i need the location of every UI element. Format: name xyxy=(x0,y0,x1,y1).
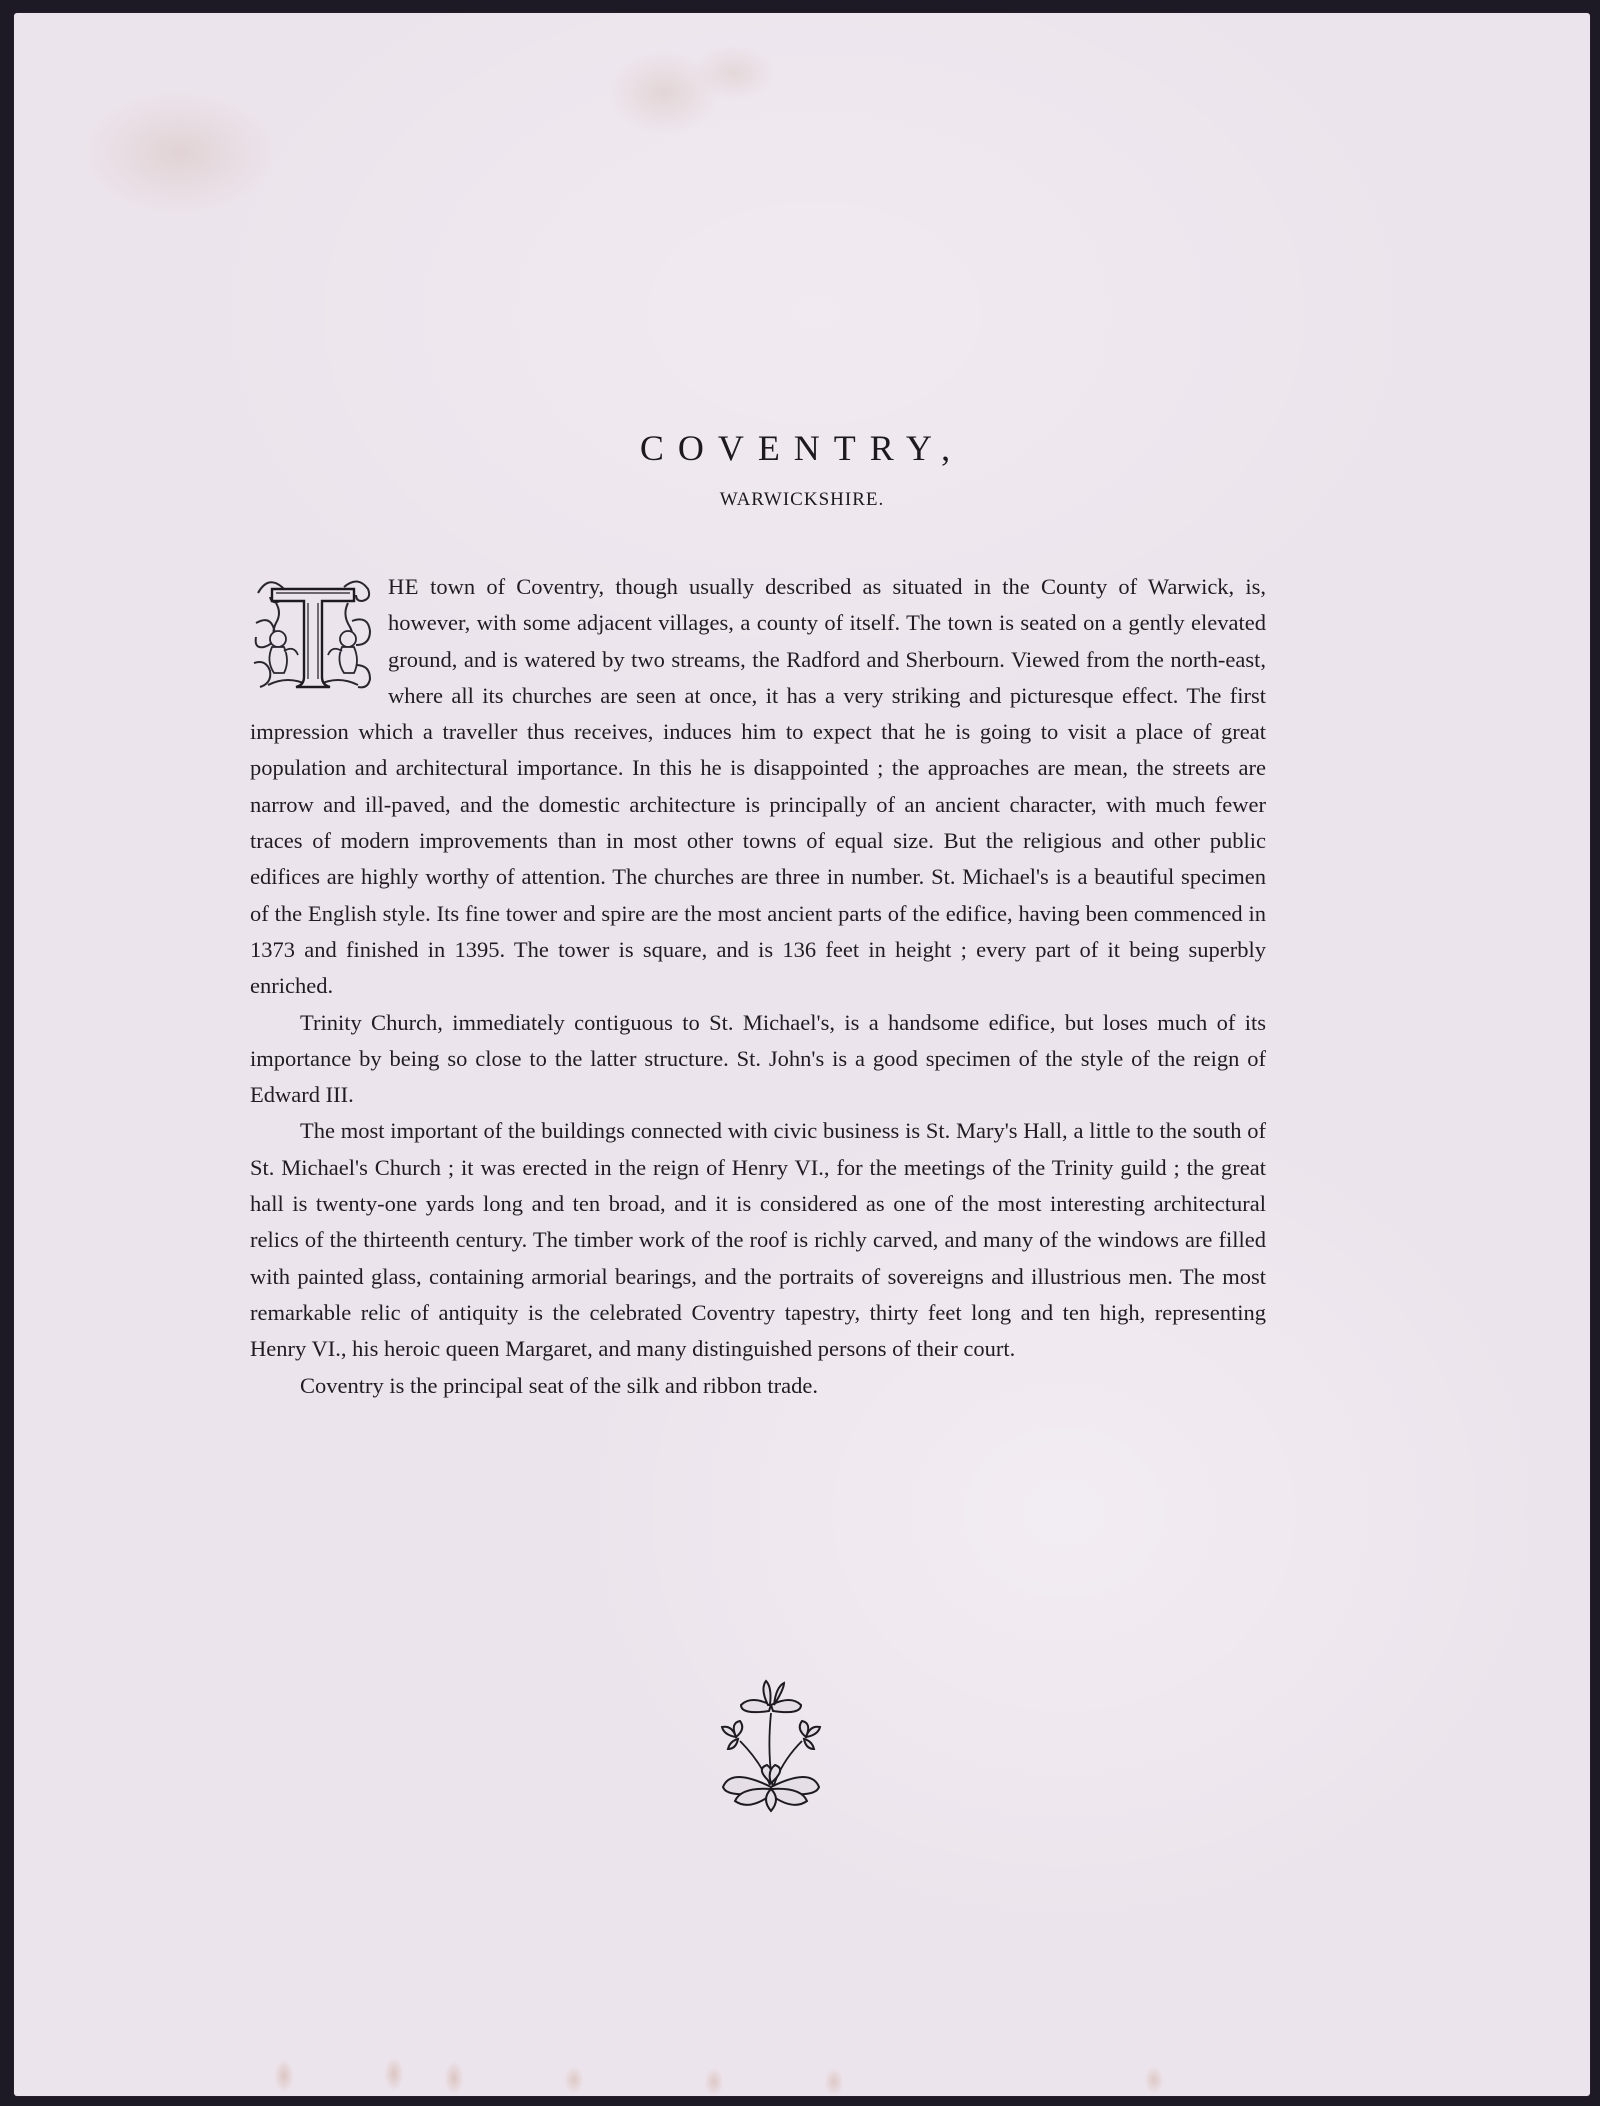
paragraph-1-text: town of Coventry, though usually described as situated in the County of Warwick, is, however, with some adjacent villages, a county of itself. The town is seated on a gently elevated ground, and is watered by two streams, the Radford and Sherbourn. Viewed from the north-east, where all its churches are seen at once, it has a very striking and picturesque effect. The first impression which a traveller thus receives, induces him to expect that he is going to visit a place of great population and architectural importance. In this he is disappointed ; the approaches are mean, the streets are narrow and ill-paved, and the domestic architecture is principally of an ancient character, with much fewer traces of modern improvements than in most other towns of equal size. But the religious and other public edifices are highly worthy of attention. The churches are three in number. St. Michael's is a beautiful specimen of the English style. Its fine tower and spire are the most ancient parts of the edifice, having been commenced in 1373 and finished in 1395. The tower is square, and is 136 feet in height ; every part of it being superbly enriched. xyxy=(250,574,1266,999)
body-text xyxy=(250,569,1266,1404)
paragraph-2: Trinity Church, immediately contiguous to St. Michael's, is a handsome edifice, but loses much of its importance by being so close to the latter structure. St. John's is a good specimen of the style of the reign of Edward III. xyxy=(250,1009,1266,1108)
paragraph-lead-caps: HE xyxy=(388,574,419,599)
page-subtitle: WARWICKSHIRE. xyxy=(719,489,885,510)
illuminated-initial-t-icon xyxy=(248,573,378,697)
paragraph-3: The most important of the buildings connected with civic business is St. Mary's Hall, a little to the south of St. Michael's Church ; it was erected in the reign of Henry VI., for the meetings of the Trinity guild ; the great hall is twenty-one yards long and ten broad, and it is considered as one of the most interesting architectural relics of the thirteenth century. The timber work of the roof is richly carved, and many of the windows are filled with painted glass, containing armorial bearings, and the portraits of sovereigns and illustrious men. The most remarkable relic of antiquity is the celebrated Coventry tapestry, thirty feet long and ten high, representing Henry VI., his heroic queen Margaret, and many distinguished persons of their court. xyxy=(250,1118,1266,1362)
floral-tailpiece-icon xyxy=(716,1675,826,1815)
page-title: COVENTRY, xyxy=(639,428,965,469)
paragraph-4: Coventry is the principal seat of the silk and ribbon trade. xyxy=(300,1372,818,1398)
paragraph-1 xyxy=(250,569,1266,1005)
book-page xyxy=(14,13,1590,2096)
foxing-stains xyxy=(14,2056,1590,2096)
